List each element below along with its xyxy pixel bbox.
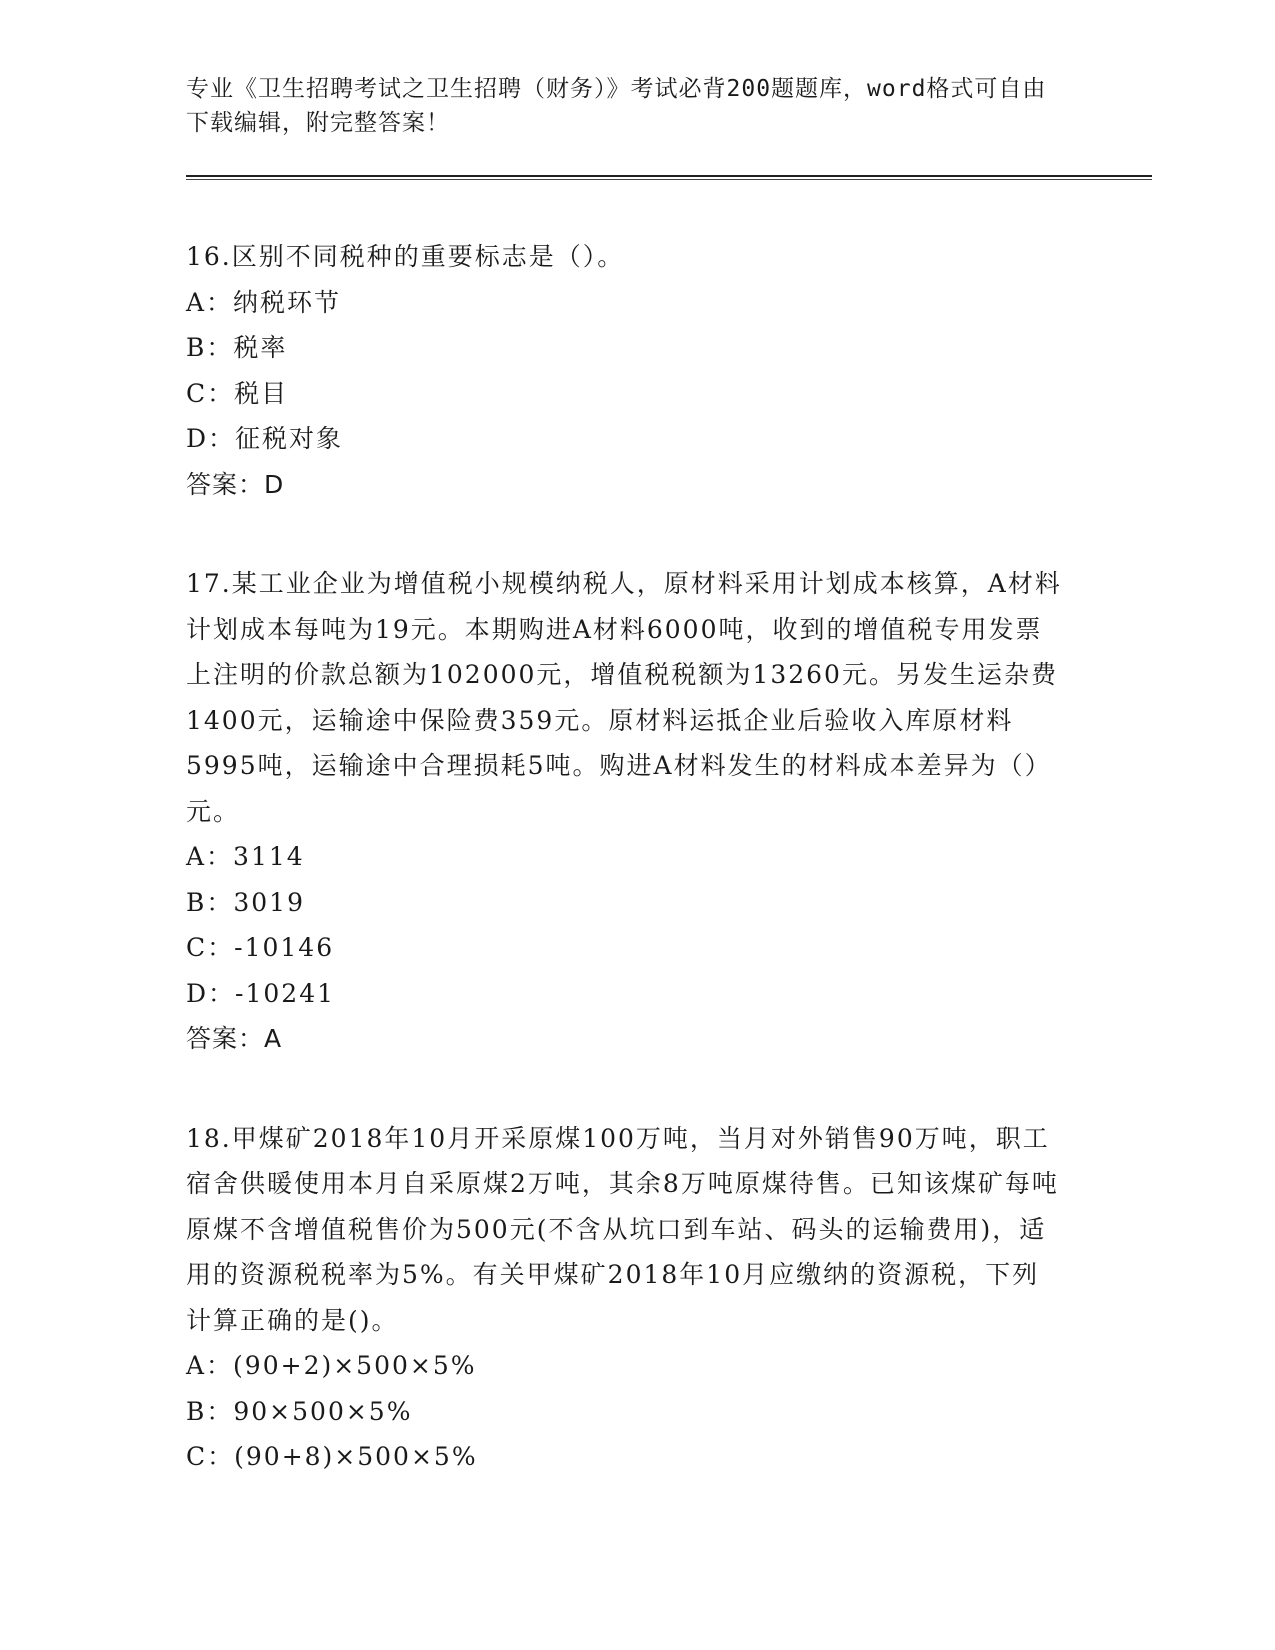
option-a: A：纳税环节 xyxy=(186,287,342,317)
answer-line: 答案：A xyxy=(186,1024,283,1053)
question-list xyxy=(186,234,1066,1534)
question-stem: 18.甲煤矿2018年10月开采原煤100万吨，当月对外销售90万吨，职工宿舍供暖使用本月自采原煤2万吨，其余8万吨原煤待售。已知该煤矿每吨原煤不含增值税售价为500元(不含从坑口到车站、码头的运输费用)，适用的资源税税率为5%。有关甲煤矿2018年10月应缴纳的资源税，下列计算正确的是()。 xyxy=(186,1123,1059,1335)
header-divider-line-bottom xyxy=(186,179,1152,180)
option-b: B：税率 xyxy=(186,333,288,362)
option-b: B：3019 xyxy=(186,887,305,917)
answer-line: 答案：D xyxy=(186,469,285,499)
header-divider xyxy=(186,175,1152,181)
option-d: D：-10241 xyxy=(186,978,336,1008)
option-c: C：-10146 xyxy=(186,933,335,962)
question-stem: 16.区别不同税种的重要标志是（）。 xyxy=(186,242,625,271)
question-16 xyxy=(186,234,1066,507)
option-a: A：(90+2)×500×5% xyxy=(186,1351,477,1380)
question-stem: 17.某工业企业为增值税小规模纳税人，原材料采用计划成本核算，A材料计划成本每吨为19元。本期购进A材料6000吨，收到的增值税专用发票上注明的价款总额为102000元，增值税税额为13260元。另发生运杂费1400元，运输途中保险费359元。原材料运抵企业后验收入库原材料5995吨，运输途中合理损耗5吨。购进A材料发生的材料成本差异为（）元。 xyxy=(186,569,1062,826)
option-c: C：(90+8)×500×5% xyxy=(186,1442,478,1471)
option-d: D：征税对象 xyxy=(186,424,344,453)
option-c: C：税目 xyxy=(186,378,289,408)
question-17 xyxy=(186,561,1066,1062)
question-18 xyxy=(186,1116,1066,1480)
document-header: 专业《卫生招聘考试之卫生招聘（财务）》考试必背200题题库，word格式可自由下载编辑，附完整答案！ xyxy=(186,76,1047,136)
header-divider-line-top xyxy=(186,175,1152,177)
option-a: A：3114 xyxy=(186,842,305,871)
option-b: B：90×500×5% xyxy=(186,1396,413,1426)
